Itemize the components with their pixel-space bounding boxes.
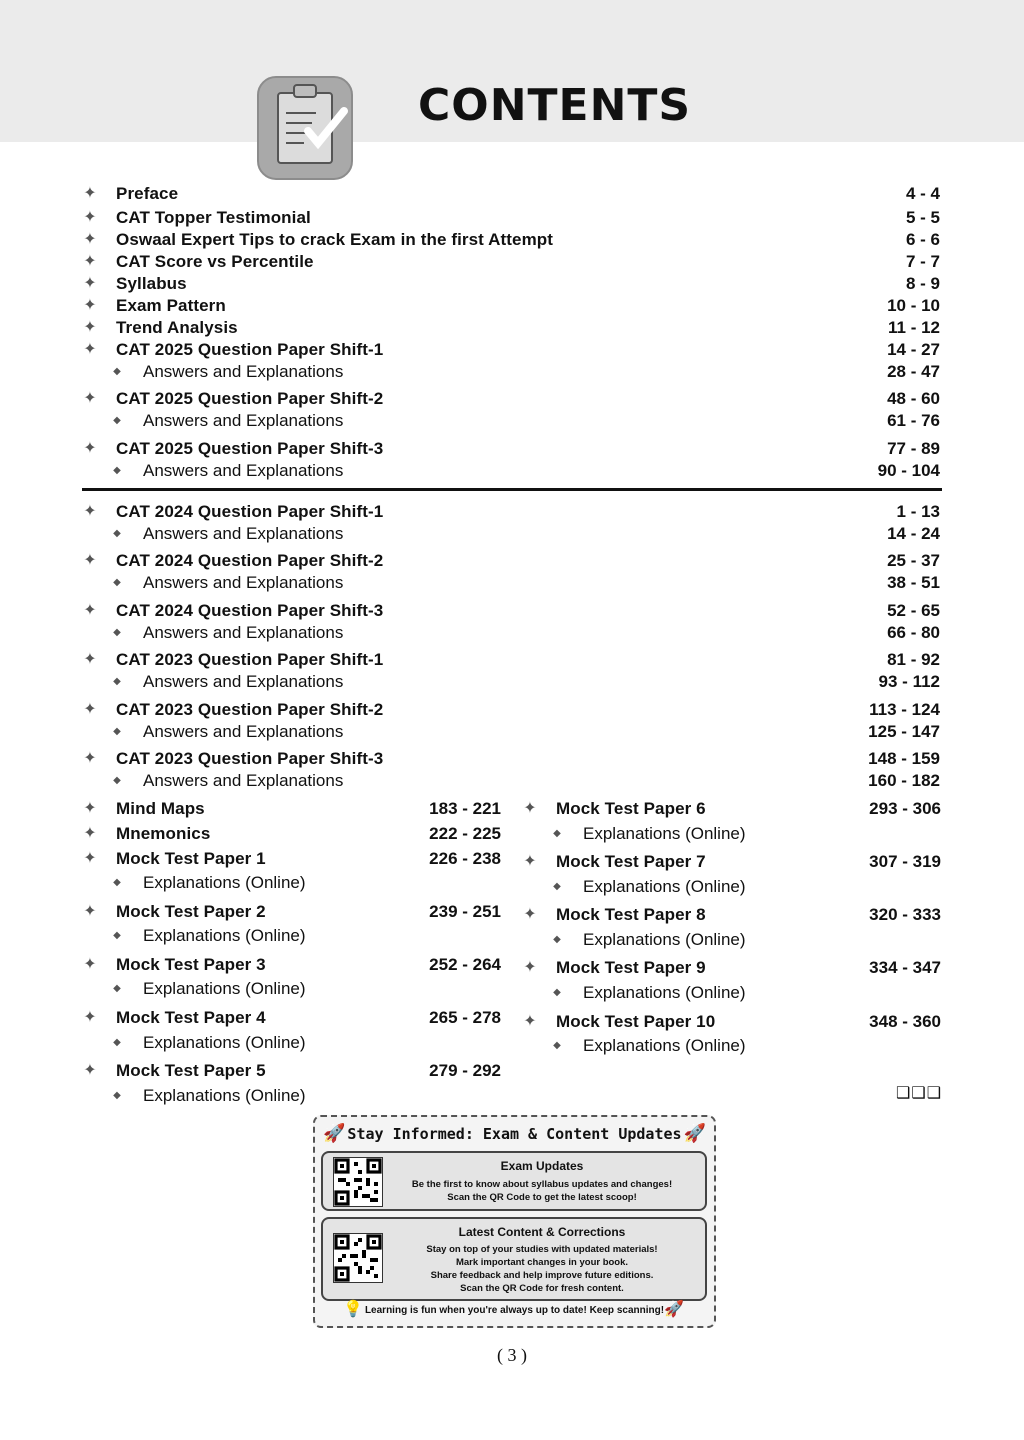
toc-entry-pages: 265 - 278	[429, 1008, 501, 1027]
toc-entry	[0, 798, 1024, 820]
toc-sub-entry	[0, 572, 1024, 594]
toc-entry	[0, 851, 1024, 873]
toc-entry-label: Answers and Explanations	[143, 771, 344, 790]
section-divider	[82, 488, 942, 491]
toc-entry-label: Mock Test Paper 7	[556, 852, 706, 871]
toc-entry-pages: 293 - 306	[869, 799, 941, 818]
toc-entry-label: Preface	[116, 184, 179, 203]
toc-entry-pages: 4 - 4	[905, 184, 940, 203]
plus-bullet-icon: ✦	[83, 825, 97, 842]
toc-entry	[0, 339, 1024, 361]
toc-entry	[0, 748, 1024, 770]
diamond-bullet-icon: ◆	[113, 366, 121, 377]
toc-entry	[0, 699, 1024, 721]
diamond-bullet-icon: ◆	[113, 726, 121, 737]
toc-entry-label: Explanations (Online)	[583, 824, 746, 843]
toc-entry-pages: 6 - 6	[905, 230, 940, 249]
toc-entry-label: Answers and Explanations	[143, 362, 344, 381]
toc-entry	[0, 207, 1024, 229]
toc-entry	[0, 501, 1024, 523]
diamond-bullet-icon: ◆	[113, 415, 121, 426]
toc-entry-label: Mock Test Paper 6	[556, 799, 706, 818]
toc-entry-label: Explanations (Online)	[143, 1033, 306, 1052]
toc-entry-label: Answers and Explanations	[143, 573, 344, 592]
toc-entry-pages: 183 - 221	[429, 799, 501, 818]
toc-entry-label: Answers and Explanations	[143, 722, 344, 741]
plus-bullet-icon: ✦	[83, 275, 97, 292]
toc-entry-label: Explanations (Online)	[143, 979, 306, 998]
toc-entry	[0, 317, 1024, 339]
updates-box-footer: Learning is fun when you're always up to date! Keep scanning!	[364, 1305, 665, 1316]
toc-entry-label: Mind Maps	[116, 799, 205, 818]
toc-entry-pages: 8 - 9	[905, 274, 940, 293]
toc-entry-label: Explanations (Online)	[143, 873, 306, 892]
toc-entry-label: Answers and Explanations	[143, 672, 344, 691]
plus-bullet-icon: ✦	[83, 1062, 97, 1079]
plus-bullet-icon: ✦	[523, 800, 537, 817]
toc-entry-pages: 38 - 51	[887, 573, 940, 592]
plus-bullet-icon: ✦	[83, 750, 97, 767]
toc-sub-entry	[0, 460, 1024, 482]
diamond-bullet-icon: ◆	[113, 627, 121, 638]
qr-code-image	[334, 1158, 382, 1206]
toc-entry-label: Answers and Explanations	[143, 623, 344, 642]
toc-entry	[0, 550, 1024, 572]
toc-sub-entry	[0, 410, 1024, 432]
toc-entry	[0, 904, 1024, 926]
plus-bullet-icon: ✦	[83, 651, 97, 668]
toc-entry-label: Trend Analysis	[116, 318, 238, 337]
toc-entry-pages: 52 - 65	[887, 601, 940, 620]
toc-entry-pages: 14 - 27	[887, 340, 940, 359]
plus-bullet-icon: ✦	[523, 959, 537, 976]
toc-entry-pages: 7 - 7	[905, 252, 940, 271]
toc-entry	[0, 957, 1024, 979]
toc-entry-label: Mock Test Paper 10	[556, 1012, 716, 1031]
content-updates-heading: Latest Content & Corrections	[458, 1225, 626, 1239]
plus-bullet-icon: ✦	[83, 341, 97, 358]
toc-sub-entry	[0, 982, 1024, 1004]
rocket-icon: 🚀	[664, 1301, 684, 1318]
plus-bullet-icon: ✦	[83, 552, 97, 569]
page-title: CONTENTS	[418, 80, 692, 131]
toc-sub-entry	[0, 1035, 1024, 1057]
toc-entry-pages: 307 - 319	[869, 852, 941, 871]
plus-bullet-icon: ✦	[83, 440, 97, 457]
toc-entry	[0, 1011, 1024, 1033]
toc-sub-entry	[0, 823, 1024, 845]
toc-entry-pages: 320 - 333	[869, 905, 941, 924]
content-updates-line: Mark important changes in your book.	[455, 1257, 629, 1268]
plus-bullet-icon: ✦	[523, 1013, 537, 1030]
lightbulb-icon: 💡	[343, 1301, 363, 1318]
diamond-bullet-icon: ◆	[113, 577, 121, 588]
updates-box	[313, 1115, 716, 1328]
toc-entry	[0, 295, 1024, 317]
toc-entry	[0, 273, 1024, 295]
toc-entry-label: Explanations (Online)	[583, 877, 746, 896]
toc-entry-pages: 90 - 104	[877, 461, 940, 480]
toc-entry-label: Exam Pattern	[116, 296, 226, 315]
toc-entry	[0, 388, 1024, 410]
diamond-bullet-icon: ◆	[113, 877, 121, 888]
toc-entry-label: CAT Topper Testimonial	[116, 208, 311, 227]
toc-entry-pages: 148 - 159	[868, 749, 940, 768]
updates-box-title: Stay Informed: Exam & Content Updates	[347, 1125, 682, 1143]
toc-entry-label: CAT Score vs Percentile	[116, 252, 314, 271]
exam-updates-panel	[321, 1151, 707, 1211]
toc-entry-label: CAT 2023 Question Paper Shift-1	[116, 650, 384, 669]
toc-entry-pages: 48 - 60	[887, 389, 940, 408]
toc-entry-label: Mock Test Paper 9	[556, 958, 706, 977]
toc-entry-label: Explanations (Online)	[583, 1036, 746, 1055]
toc-sub-entry	[0, 671, 1024, 693]
toc-entry-pages: 25 - 37	[887, 551, 940, 570]
toc-entry-pages: 125 - 147	[868, 722, 940, 741]
toc-entry-label: CAT 2025 Question Paper Shift-1	[116, 340, 384, 359]
toc-entry-label: Oswaal Expert Tips to crack Exam in the first Attempt	[116, 230, 554, 249]
diamond-bullet-icon: ◆	[113, 528, 121, 539]
toc-entry-pages: 279 - 292	[429, 1061, 501, 1080]
diamond-bullet-icon: ◆	[553, 881, 561, 892]
toc-entry-label: CAT 2023 Question Paper Shift-2	[116, 700, 384, 719]
diamond-bullet-icon: ◆	[113, 1090, 121, 1101]
toc-entry-pages: 61 - 76	[887, 411, 940, 430]
toc-sub-entry	[0, 622, 1024, 644]
qr-code[interactable]	[333, 1233, 383, 1283]
plus-bullet-icon: ✦	[83, 503, 97, 520]
exam-updates-line: Be the first to know about syllabus updates and changes!	[411, 1179, 673, 1190]
plus-bullet-icon: ✦	[83, 800, 97, 817]
toc-entry-label: Explanations (Online)	[143, 1086, 306, 1105]
toc-entry-pages: 113 - 124	[869, 700, 940, 719]
toc-entry-pages: 10 - 10	[887, 296, 940, 315]
diamond-bullet-icon: ◆	[113, 775, 121, 786]
plus-bullet-icon: ✦	[83, 253, 97, 270]
plus-bullet-icon: ✦	[83, 956, 97, 973]
plus-bullet-icon: ✦	[83, 390, 97, 407]
toc-entry-pages: 81 - 92	[887, 650, 940, 669]
plus-bullet-icon: ✦	[83, 209, 97, 226]
diamond-bullet-icon: ◆	[113, 930, 121, 941]
toc-entry-label: CAT 2024 Question Paper Shift-2	[116, 551, 384, 570]
plus-bullet-icon: ✦	[83, 903, 97, 920]
toc-entry-pages: 66 - 80	[887, 623, 940, 642]
plus-bullet-icon: ✦	[83, 850, 97, 867]
toc-entry-pages: 28 - 47	[887, 362, 940, 381]
toc-entry	[0, 600, 1024, 622]
toc-entry-pages: 239 - 251	[429, 902, 501, 921]
content-updates-line: Share feedback and help improve future editions.	[430, 1270, 654, 1281]
toc-entry-label: Mock Test Paper 4	[116, 1008, 266, 1027]
toc-sub-entry	[0, 770, 1024, 792]
content-updates-panel	[321, 1217, 707, 1301]
end-mark: ❑❑❑	[896, 1085, 943, 1102]
content-updates-line: Stay on top of your studies with updated materials!	[426, 1244, 658, 1255]
exam-updates-line: Scan the QR Code to get the latest scoop!	[447, 1192, 637, 1203]
toc-entry-label: Mock Test Paper 2	[116, 902, 266, 921]
rocket-icon: 🚀	[683, 1123, 706, 1143]
toc-sub-entry	[0, 721, 1024, 743]
toc-entry-pages: 252 - 264	[429, 955, 501, 974]
qr-code-image	[334, 1234, 382, 1282]
toc-entry-pages: 1 - 13	[896, 502, 940, 521]
toc-entry-pages: 77 - 89	[887, 439, 940, 458]
toc-entry	[0, 251, 1024, 273]
toc-entry-pages: 226 - 238	[429, 849, 501, 868]
diamond-bullet-icon: ◆	[113, 1037, 121, 1048]
rocket-icon: 🚀	[323, 1123, 346, 1143]
toc-entry-pages: 348 - 360	[869, 1012, 941, 1031]
toc-entry-pages: 5 - 5	[905, 208, 940, 227]
diamond-bullet-icon: ◆	[113, 465, 121, 476]
toc-entry	[0, 229, 1024, 251]
toc-entry-label: CAT 2024 Question Paper Shift-3	[116, 601, 384, 620]
toc-entry	[0, 438, 1024, 460]
toc-entry-label: Explanations (Online)	[583, 983, 746, 1002]
diamond-bullet-icon: ◆	[553, 987, 561, 998]
diamond-bullet-icon: ◆	[113, 983, 121, 994]
diamond-bullet-icon: ◆	[113, 676, 121, 687]
qr-code[interactable]	[333, 1157, 383, 1207]
toc-entry-pages: 93 - 112	[878, 672, 940, 691]
plus-bullet-icon: ✦	[523, 906, 537, 923]
toc-sub-entry	[0, 1085, 1024, 1107]
plus-bullet-icon: ✦	[83, 1009, 97, 1026]
plus-bullet-icon: ✦	[83, 231, 97, 248]
plus-bullet-icon: ✦	[83, 602, 97, 619]
toc-entry-label: Mnemonics	[116, 824, 211, 843]
toc-entry-label: CAT 2024 Question Paper Shift-1	[116, 502, 384, 521]
toc-entry-label: CAT 2025 Question Paper Shift-3	[116, 439, 384, 458]
toc-sub-entry	[0, 929, 1024, 951]
diamond-bullet-icon: ◆	[553, 934, 561, 945]
toc-entry-label: Answers and Explanations	[143, 524, 344, 543]
toc-entry-label: Answers and Explanations	[143, 461, 344, 480]
plus-bullet-icon: ✦	[83, 319, 97, 336]
toc-sub-entry	[0, 523, 1024, 545]
toc-entry-label: Explanations (Online)	[583, 930, 746, 949]
plus-bullet-icon: ✦	[523, 853, 537, 870]
toc-entry-label: Explanations (Online)	[143, 926, 306, 945]
toc-entry-label: Mock Test Paper 5	[116, 1061, 266, 1080]
diamond-bullet-icon: ◆	[553, 1040, 561, 1051]
plus-bullet-icon: ✦	[83, 701, 97, 718]
page-number: ( 3 )	[497, 1345, 527, 1365]
toc-entry-label: Syllabus	[116, 274, 187, 293]
toc-entry-label: Mock Test Paper 8	[556, 905, 706, 924]
toc-entry	[0, 649, 1024, 671]
toc-entry-label: CAT 2023 Question Paper Shift-3	[116, 749, 384, 768]
content-updates-line: Scan the QR Code for fresh content.	[460, 1283, 624, 1294]
toc-sub-entry	[0, 361, 1024, 383]
toc-entry-pages: 11 - 12	[888, 318, 940, 337]
toc-entry	[0, 1060, 1024, 1082]
exam-updates-heading: Exam Updates	[500, 1159, 584, 1173]
toc-entry-pages: 222 - 225	[429, 824, 501, 843]
diamond-bullet-icon: ◆	[553, 828, 561, 839]
toc-sub-entry	[0, 876, 1024, 898]
toc-entry-pages: 334 - 347	[869, 958, 941, 977]
toc-entry-pages: 14 - 24	[887, 524, 940, 543]
plus-bullet-icon: ✦	[83, 185, 97, 202]
toc-entry-label: Mock Test Paper 1	[116, 849, 266, 868]
plus-bullet-icon: ✦	[83, 297, 97, 314]
toc-entry	[0, 183, 1024, 205]
toc-entry-label: Answers and Explanations	[143, 411, 344, 430]
toc-entry-label: Mock Test Paper 3	[116, 955, 266, 974]
toc-entry-label: CAT 2025 Question Paper Shift-2	[116, 389, 384, 408]
toc-entry-pages: 160 - 182	[868, 771, 940, 790]
clipboard-check-icon	[256, 75, 354, 181]
